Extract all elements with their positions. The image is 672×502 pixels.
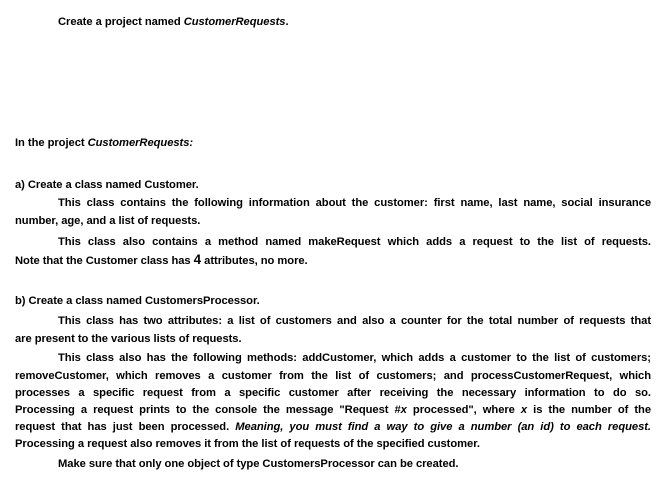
project-name: CustomerRequests	[183, 16, 286, 28]
part-a-paragraph-2-line-2: Note that the Customer class has 4 attributes, no more.	[15, 252, 308, 267]
part-b-paragraph-2-line-3: processes a specific request from a specific customer after receiving the necessary information to do so.	[15, 387, 651, 399]
part-a-paragraph-1-line-1: This class contains the following information about the customer: first name, last name, social insurance	[58, 197, 651, 209]
intro-line: Create a project named CustomerRequests.	[58, 16, 289, 28]
part-a-paragraph-2-line-1: This class also contains a method named makeRequest which adds a request to the list of requests.	[58, 236, 651, 248]
part-b-paragraph-2-line-5: request that has just been processed. Meaning, you must find a way to give a number (an id) to each request.	[15, 421, 651, 433]
project-heading-name: CustomerRequests:	[87, 137, 194, 149]
part-b-paragraph-2-line-1: This class also has the following methods: addCustomer, which adds a customer to the list of customers;	[58, 352, 651, 364]
italic-meaning-note: Meaning, you must find a way to give a number (an id) to each request.	[235, 421, 651, 433]
part-b-paragraph-1-line-1: This class has two attributes: a list of customers and also a counter for the total number of requests that	[58, 315, 651, 327]
part-b-paragraph-3: Make sure that only one object of type CustomersProcessor can be created.	[58, 458, 459, 470]
part-b-title: b) Create a class named CustomersProcessor.	[15, 295, 260, 307]
attribute-count: 4	[193, 252, 202, 267]
part-b-paragraph-2-line-2: removeCustomer, which removes a customer from the list of customers; and processCustomerRequest, which	[15, 370, 651, 382]
project-heading: In the project CustomerRequests:	[15, 137, 194, 149]
part-b-paragraph-2-line-4: Processing a request prints to the console the message "Request #x processed", where x is the number of the	[15, 404, 651, 416]
part-a-paragraph-1-line-2: number, age, and a list of requests.	[15, 215, 201, 227]
part-b-paragraph-2-line-6: Processing a request also removes it from the list of requests of the specified customer.	[15, 438, 480, 450]
part-a-title: a) Create a class named Customer.	[15, 179, 199, 191]
part-b-paragraph-1-line-2: are present to the various lists of requests.	[15, 333, 242, 345]
